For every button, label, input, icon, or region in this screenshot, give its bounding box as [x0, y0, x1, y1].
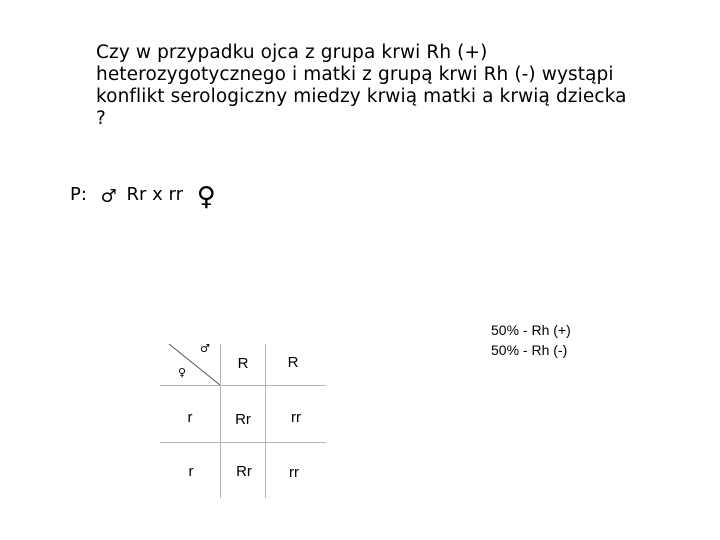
- question-text: [96, 42, 696, 130]
- parental-cross: [70, 182, 216, 212]
- result-line-negative: 50% - Rh (-): [491, 342, 568, 358]
- punnett-square: [160, 330, 326, 498]
- offspring-genotype: Rr: [236, 463, 252, 480]
- female-symbol-icon: ♀: [196, 182, 216, 212]
- cross-genotypes: Rr x rr: [126, 184, 184, 205]
- question-line-2: heterozygotycznego i matki z grupą krwi Rh (-) wystąpi: [96, 64, 614, 85]
- male-symbol-icon: ♂: [100, 186, 117, 207]
- corner-male-icon: ♂: [200, 342, 210, 355]
- grid-line: [220, 344, 221, 498]
- result-line-positive: 50% - Rh (+): [491, 322, 571, 338]
- male-gamete: R: [287, 354, 299, 371]
- question-line-1: Czy w przypadku ojca z grupa krwi Rh (+): [96, 42, 488, 63]
- grid-line: [265, 344, 266, 498]
- corner-female-icon: ♀: [178, 366, 187, 379]
- offspring-genotype: Rr: [235, 411, 251, 428]
- female-gamete: r: [187, 409, 193, 426]
- question-line-3: konflikt serologiczny miedzy krwią matki a krwią dziecka: [96, 86, 627, 107]
- grid-line: [160, 442, 326, 443]
- grid-line: [160, 385, 326, 386]
- result-ratio: [491, 320, 571, 360]
- parents-label: P:: [70, 184, 87, 205]
- male-gamete: R: [237, 355, 249, 372]
- question-line-4: ?: [96, 108, 106, 129]
- offspring-genotype: rr: [291, 409, 301, 426]
- female-gamete: r: [188, 463, 194, 480]
- offspring-genotype: rr: [289, 464, 299, 481]
